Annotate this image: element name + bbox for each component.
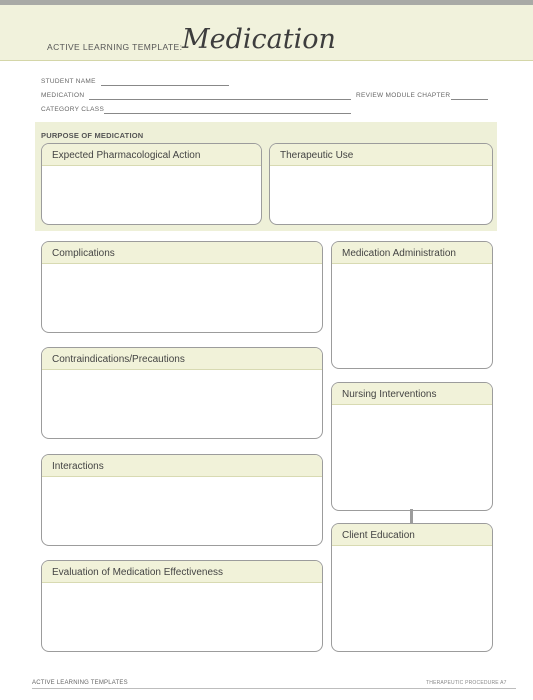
review-module-line[interactable] [451,99,488,100]
template-header [0,5,533,61]
nursing-interventions-heading: Nursing Interventions [332,383,492,405]
footer-rule [32,688,516,689]
therapeutic-use-heading: Therapeutic Use [270,144,492,166]
contraindications-box[interactable] [41,347,323,439]
box-connector [410,509,413,523]
footer-right: THERAPEUTIC PROCEDURE A7 [426,680,507,686]
interactions-box[interactable] [41,454,323,546]
interactions-heading: Interactions [42,455,322,477]
contraindications-heading: Contraindications/Precautions [42,348,322,370]
review-module-label: REVIEW MODULE CHAPTER [356,92,451,99]
complications-box[interactable] [41,241,323,333]
student-name-line[interactable] [101,85,229,86]
nursing-interventions-box[interactable] [331,382,493,511]
medication-administration-heading: Medication Administration [332,242,492,264]
student-name-label: STUDENT NAME [41,78,96,85]
medication-administration-box[interactable] [331,241,493,369]
footer-left: ACTIVE LEARNING TEMPLATES [32,680,128,686]
client-education-heading: Client Education [332,524,492,546]
complications-heading: Complications [42,242,322,264]
template-label: ACTIVE LEARNING TEMPLATE: [47,42,183,52]
therapeutic-use-box[interactable] [269,143,493,225]
medication-label: MEDICATION [41,92,85,99]
evaluation-heading: Evaluation of Medication Effectiveness [42,561,322,583]
category-class-label: CATEGORY CLASS [41,106,105,113]
client-education-box[interactable] [331,523,493,652]
expected-action-heading: Expected Pharmacological Action [42,144,261,166]
evaluation-box[interactable] [41,560,323,652]
expected-action-box[interactable] [41,143,262,225]
page-title: Medication [182,24,336,55]
purpose-label: PURPOSE OF MEDICATION [41,131,144,140]
medication-line[interactable] [89,99,351,100]
category-class-line[interactable] [104,113,351,114]
